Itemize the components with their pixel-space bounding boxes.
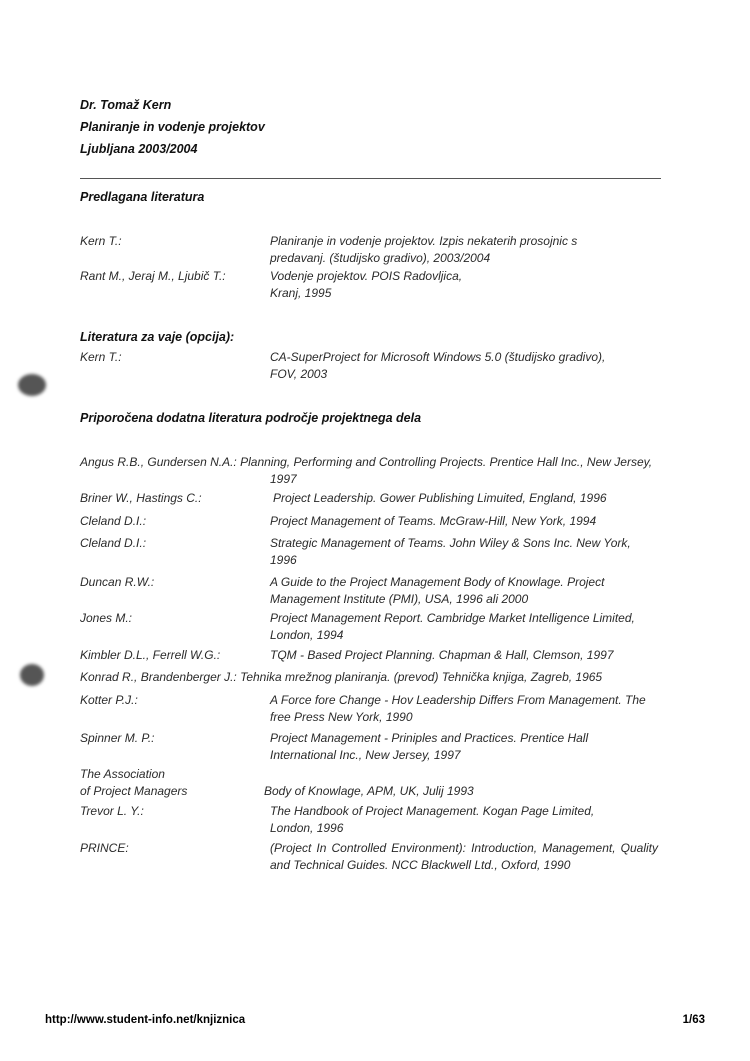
entry-author: Duncan R.W.:	[80, 575, 155, 589]
list-item	[80, 490, 660, 507]
entry-author: Cleland D.I.:	[80, 536, 147, 550]
list-item	[80, 233, 660, 266]
entry-author: PRINCE:	[80, 841, 129, 855]
entry-author: Konrad R., Brandenberger J.:	[80, 670, 237, 684]
punch-hole-mark	[18, 374, 46, 396]
section-heading-recommended: Priporočena dodatna literatura področje projektnega dela	[80, 411, 422, 425]
list-item	[80, 803, 660, 836]
entry-author	[80, 766, 265, 799]
entry-author: Kern T.:	[80, 234, 122, 248]
entry-title: Project Management - Priniples and Practices. Prentice Hall International Inc., New Jersey, 1997	[270, 731, 589, 762]
divider	[80, 178, 661, 179]
list-item	[80, 268, 660, 301]
entry-title: Project Management Report. Cambridge Market Intelligence Limited, London, 1994	[270, 611, 635, 642]
entry-title-line2: Kranj, 1995	[270, 285, 332, 300]
footer-url[interactable]: http://www.student-info.net/knjiznica	[45, 1014, 246, 1026]
entry-author: Spinner M. P.:	[80, 731, 155, 745]
list-item	[80, 730, 660, 763]
entry-title: The Handbook of Project Management. Kogan Page Limited, London, 1996	[270, 804, 595, 835]
punch-hole-mark	[20, 664, 44, 686]
list-item	[80, 535, 660, 568]
entry-title: Vodenje projektov. POIS Radovljica,	[270, 269, 463, 283]
entry-title: Tehnika mrežnog planiranja. (prevod) Tehnička knjiga, Zagreb, 1965	[240, 670, 603, 684]
list-item	[80, 647, 660, 664]
entry-title: Body of Knowlage, APM, UK, Julij 1993	[264, 783, 474, 798]
entry-author: Trevor L. Y.:	[80, 804, 144, 818]
section-heading-exercises: Literatura za vaje (opcija):	[80, 330, 235, 344]
list-item	[80, 513, 660, 530]
list-item	[80, 692, 660, 725]
entry-author-line2: of Project Managers	[80, 783, 188, 798]
page-number: 1/63	[682, 1014, 705, 1026]
place-year: Ljubljana 2003/2004	[80, 142, 198, 156]
author-name: Dr. Tomaž Kern	[80, 98, 172, 112]
entry-title: Project Leadership. Gower Publishing Limuited, England, 1996	[273, 491, 607, 505]
section-heading-suggested: Predlagana literatura	[80, 190, 205, 204]
list-item	[80, 840, 660, 873]
entry-title: TQM - Based Project Planning. Chapman & Hall, Clemson, 1997	[270, 648, 614, 662]
entry-title: A Guide to the Project Management Body of Knowlage. Project Management Institute (PMI), USA, 1996 ali 2000	[270, 575, 605, 606]
entry-author: Jones M.:	[80, 611, 133, 625]
course-title: Planiranje in vodenje projektov	[80, 120, 265, 134]
entry-author: Kern T.:	[80, 350, 122, 364]
entry-author: Cleland D.I.:	[80, 514, 147, 528]
entry-title-line2: FOV, 2003	[270, 366, 328, 381]
list-item	[80, 574, 660, 607]
entry-author: Kimbler D.L., Ferrell W.G.:	[80, 648, 221, 662]
entry-title: A Force fore Change - Hov Leadership Differs From Management. The free Press New York, 1990	[270, 693, 646, 724]
entry-title: Project Management of Teams. McGraw-Hill, New York, 1994	[270, 514, 597, 528]
list-item	[80, 766, 660, 799]
list-item	[80, 349, 660, 382]
entry-author-line1: The Association	[80, 767, 165, 781]
entry-title: CA-SuperProject for Microsoft Windows 5.0 (študijsko gradivo),	[270, 350, 606, 364]
entry-title: Planning, Performing and Controlling Projects. Prentice Hall Inc., New Jersey, 1997	[240, 455, 653, 486]
entry-author: Angus R.B., Gundersen N.A.:	[80, 455, 237, 469]
entry-title: Strategic Management of Teams. John Wiley & Sons Inc. New York, 1996	[270, 536, 631, 567]
entry-author: Kotter P.J.:	[80, 693, 138, 707]
entry-title: (Project In Controlled Environment): Introduction, Management, Quality and Technical Guides. NCC Blackwell Ltd., Oxford, 1990	[270, 841, 658, 872]
list-item	[80, 610, 660, 643]
entry-author: Briner W., Hastings C.:	[80, 491, 202, 505]
entry-author: Rant M., Jeraj M., Ljubič T.:	[80, 269, 226, 283]
list-item	[80, 454, 660, 487]
entry-title: Planiranje in vodenje projektov. Izpis nekaterih prosojnic s predavanj. (študijsko gradivo), 2003/2004	[270, 234, 578, 265]
list-item	[80, 669, 660, 686]
